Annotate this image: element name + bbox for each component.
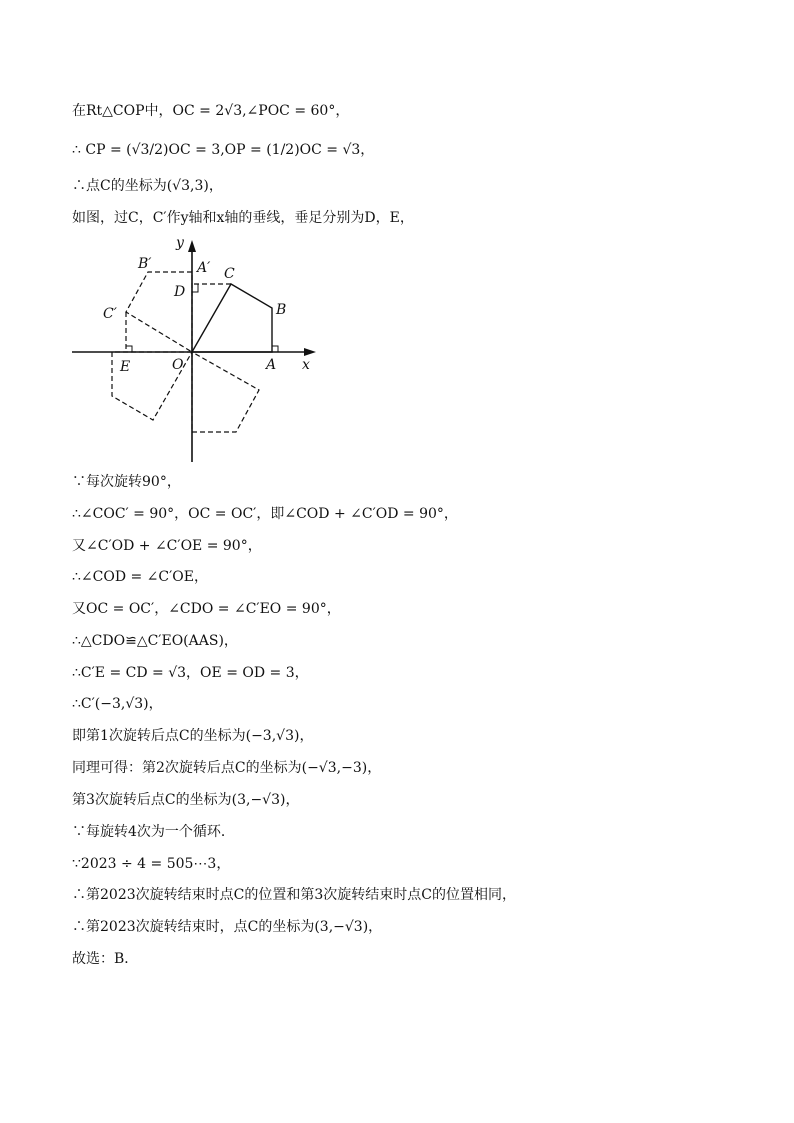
- text-line-1: 在Rt△COP中，OC = 2√3,∠POC = 60°，: [72, 103, 350, 119]
- text-line-8: ∴∠COD = ∠C′OE，: [72, 569, 209, 585]
- text-line-17: ∵2023 ÷ 4 = 505⋯3，: [72, 856, 231, 872]
- text-line-20: 故选：B．: [72, 951, 139, 967]
- text-line-11: ∴C′E = CD = √3，OE = OD = 3，: [72, 665, 309, 681]
- rotation-figure: [66, 230, 326, 465]
- text-line-18: ∴第2023次旋转结束时点C的位置和第3次旋转结束时点C的位置相同，: [72, 887, 516, 903]
- text-line-16: ∵每旋转4次为一个循环．: [72, 824, 235, 840]
- text-line-6: ∴∠COC′ = 90°，OC = OC′，即∠COD + ∠C′OD = 90°，: [72, 506, 458, 522]
- label-c-prime: C′: [103, 306, 117, 322]
- text-line-15: 第3次旋转后点C的坐标为(3,−√3)，: [72, 792, 300, 808]
- x-axis-arrow: [304, 348, 316, 356]
- text-line-5: ∵每次旋转90°，: [72, 474, 181, 490]
- text-line-12: ∴C′(−3,√3)，: [72, 696, 163, 712]
- label-c: C: [224, 266, 235, 282]
- text-line-3: ∴点C的坐标为(√3,3)，: [72, 178, 223, 194]
- label-o: O: [172, 357, 184, 373]
- right-angle-e: [126, 346, 132, 352]
- text-line-14: 同理可得：第2次旋转后点C的坐标为(−√3,−3)，: [72, 760, 382, 776]
- text-line-7: 又∠C′OD + ∠C′OE = 90°，: [72, 538, 262, 554]
- label-x: x: [302, 357, 310, 373]
- label-d: D: [174, 284, 186, 300]
- y-axis-arrow: [188, 240, 196, 252]
- text-line-4: 如图，过C，C′作y轴和x轴的垂线，垂足分别为D，E，: [72, 210, 414, 226]
- right-angle-d: [192, 284, 198, 292]
- label-b-prime: B′: [138, 256, 152, 272]
- label-y: y: [176, 235, 184, 251]
- label-b: B: [276, 302, 287, 318]
- pentagon-oabc: [192, 284, 272, 352]
- text-line-9: 又OC = OC′，∠CDO = ∠C′EO = 90°，: [72, 601, 341, 617]
- label-e: E: [120, 359, 131, 375]
- text-line-10: ∴△CDO≌△C′EO(AAS)，: [72, 633, 238, 649]
- label-a: A: [266, 357, 277, 373]
- right-angle-a: [272, 346, 278, 352]
- text-line-19: ∴第2023次旋转结束时，点C的坐标为(3,−√3)，: [72, 919, 383, 935]
- label-a-prime: A′: [197, 260, 211, 276]
- text-line-2: ∴ CP = (√3/2)OC = 3,OP = (1/2)OC = √3，: [72, 142, 375, 158]
- text-line-13: 即第1次旋转后点C的坐标为(−3,√3)，: [72, 728, 314, 744]
- dashed-pentagon-3: [192, 352, 259, 432]
